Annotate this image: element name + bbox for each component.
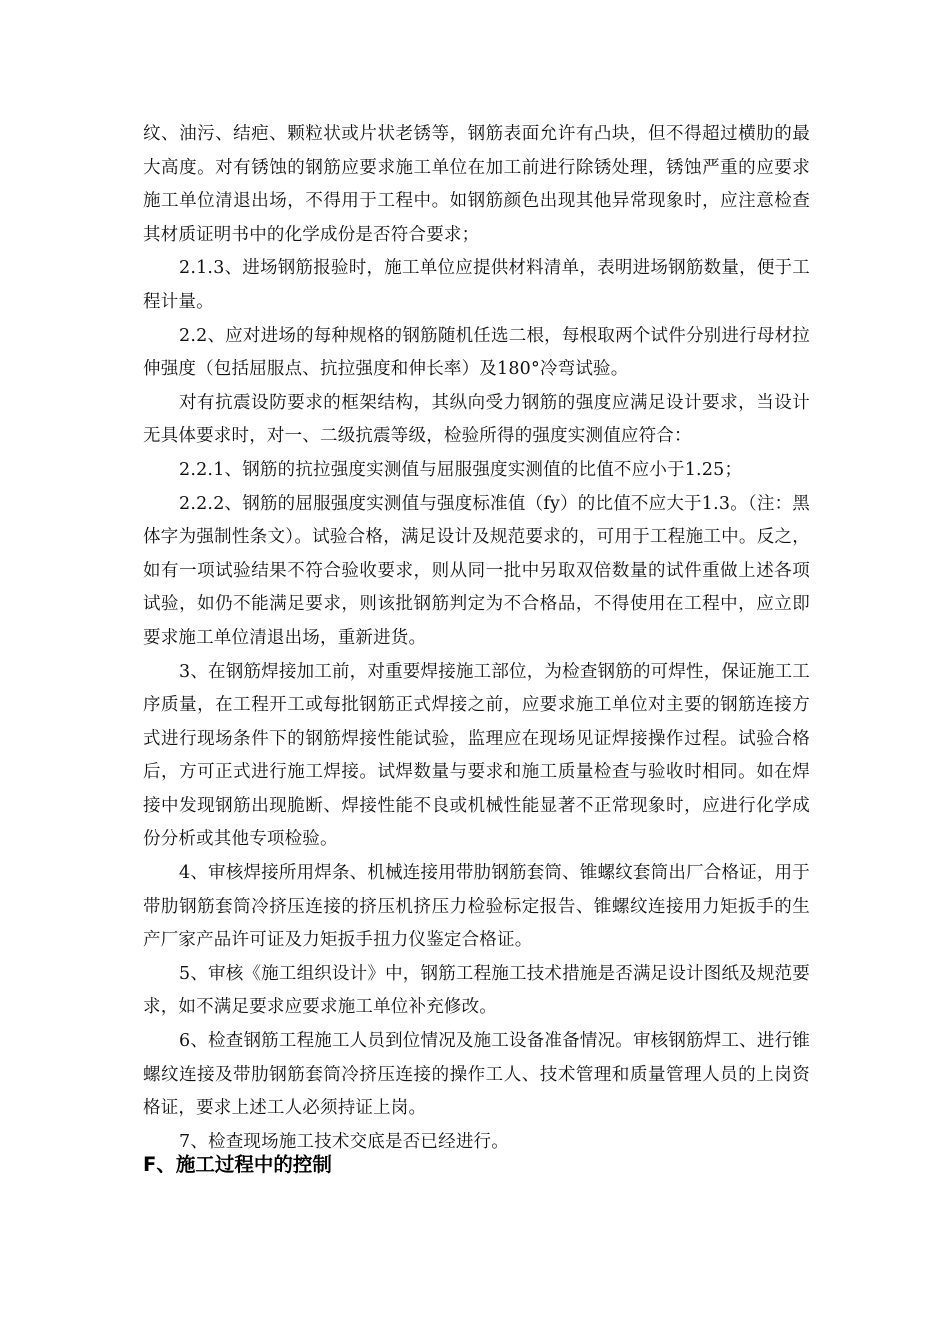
paragraph-item-6: 6、检查钢筋工程施工人员到位情况及施工设备准备情况。审核钢筋焊工、进行锥螺纹连接及带肋钢筋套筒冷挤压连接的操作工人、技术管理和质量管理人员的上岗资格证，要求上述工人必须持证上岗。 (143, 1031, 810, 1119)
paragraph-item-7: 7、检查现场施工技术交底是否已经进行。 (179, 1131, 509, 1152)
paragraph-2-2-2: 2.2.2、钢筋的屈服强度实测值与强度标准值（fy）的比值不应大于1.3。（注：黑体字为强制性条文）。试验合格，满足设计及规范要求的，可用于工程施工中。反之，如有一项试验结果不符合验收要求，则从同一批中另取双倍数量的试件重做上述各项试验，如仍不能满足要求，则该批钢筋判定为不合格品，不得使用在工程中，应立即要求施工单位清退出场，重新进货。 (143, 493, 810, 648)
paragraph-item-4: 4、审核焊接所用焊条、机械连接用带肋钢筋套筒、锥螺纹套筒出厂合格证，用于带肋钢筋套筒冷挤压连接的挤压机挤压力检验标定报告、锥螺纹连接用力矩扳手的生产厂家产品许可证及力矩扳手扭力仪鉴定合格证。 (143, 863, 810, 951)
paragraph-item-3: 3、在钢筋焊接加工前，对重要焊接施工部位，为检查钢筋的可焊性，保证施工工序质量，在工程开工或每批钢筋正式焊接之前，应要求施工单位对主要的钢筋连接方式进行现场条件下的钢筋焊接性能试验，监理应在现场见证焊接操作过程。试验合格后，方可正式进行施工焊接。试焊数量与要求和施工质量检查与验收时相同。如在焊接中发现钢筋出现脆断、焊接性能不良或机械性能显著不正常现象时，应进行化学成份分析或其他专项检验。 (143, 661, 810, 850)
paragraph-seismic-requirement: 对有抗震设防要求的框架结构，其纵向受力钢筋的强度应满足设计要求，当设计无具体要求时，对一、二级抗震等级，检验所得的强度实测值应符合： (143, 392, 810, 447)
section-heading: F、施工过程中的控制 (143, 1153, 332, 1176)
paragraph-rust-inspection: 纹、油污、结疤、颗粒状或片状老锈等，钢筋表面允许有凸块，但不得超过横肋的最大高度。对有锈蚀的钢筋应要求施工单位在加工前进行除锈处理，锈蚀严重的应要求施工单位清退出场，不得用于工程中。如钢筋颜色出现其他异常现象时，应注意检查其材质证明书中的化学成份是否符合要求； (143, 124, 810, 245)
paragraph-item-5: 5、审核《施工组织设计》中，钢筋工程施工技术措施是否满足设计图纸及规范要求，如不满足要求应要求施工单位补充修改。 (143, 963, 810, 1018)
paragraph-2-1-3: 2.1.3、进场钢筋报验时，施工单位应提供材料清单，表明进场钢筋数量，便于工程计量。 (143, 258, 810, 312)
paragraph-2-2: 2.2、应对进场的每种规格的钢筋随机任选二根，每根取两个试件分别进行母材拉伸强度（包括屈服点、抗拉强度和伸长率）及180°冷弯试验。 (143, 325, 810, 380)
paragraph-2-2-1: 2.2.1、钢筋的抗拉强度实测值与屈服强度实测值的比值不应小于1.25； (179, 459, 743, 480)
body-text (143, 118, 810, 1159)
